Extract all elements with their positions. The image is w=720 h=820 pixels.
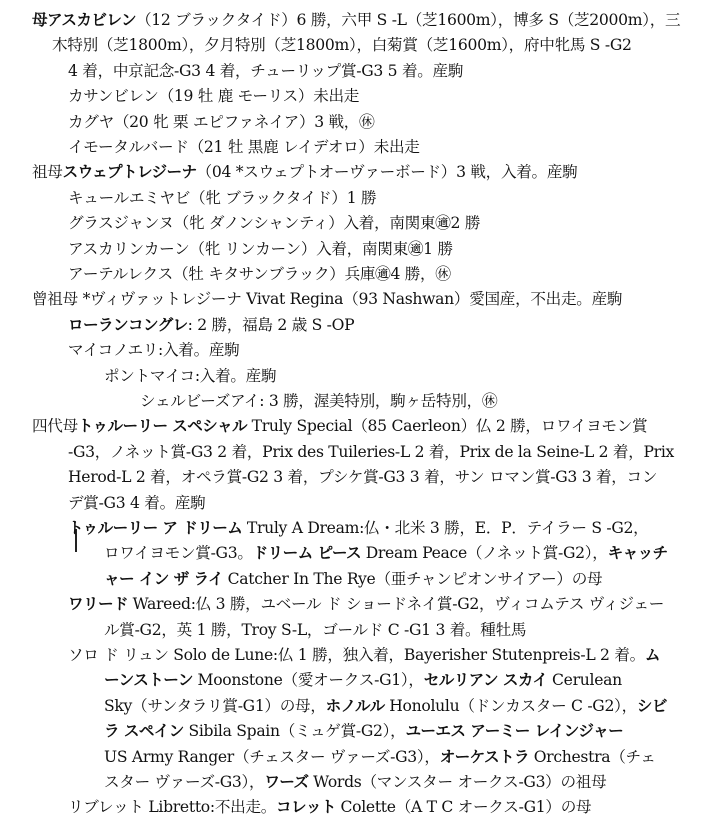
d4-line-1 xyxy=(68,795,591,820)
ggd-offspring-1-name: ローランコングレ xyxy=(68,315,188,334)
granddam-label: 祖母 xyxy=(32,163,63,182)
d3-line-6 xyxy=(104,770,606,795)
d3-offspring-4-name-a: シビ xyxy=(636,696,667,715)
d3-line-3 xyxy=(104,694,667,719)
dam-record: （12 ブラックタイド）6 勝，六甲 S -L（芝1600m），博多 S（芝2000m），三 xyxy=(135,11,681,29)
granddam-name: スウェプトレジーナ xyxy=(62,163,197,182)
great-granddam-label: 曾祖母 xyxy=(32,290,78,309)
d3-line-4 xyxy=(104,719,623,744)
d3-offspring-2-name: セルリアン スカイ xyxy=(423,671,548,690)
d3-offspring-6-record-a: Orchestra（チェ xyxy=(529,747,656,766)
fourth-dam-line-4: デ賞-G3 4 着。産駒 xyxy=(68,493,206,512)
ggd-offspring-2-record: :入着。産駒 xyxy=(158,341,240,360)
granddam-offspring-1: キュールエミヤビ（牝 ブラックタイド）1 勝 xyxy=(68,188,377,207)
ggd-offspring-4-record: : 3 勝，渥美特別，駒ヶ岳特別，㊡ xyxy=(259,392,498,410)
d3-offspring-7-record: Words（マンスター オークス-G3）の祖母 xyxy=(308,773,607,791)
d3-offspring-2-record-a: Cerulean xyxy=(547,671,622,690)
fourth-dam-line-1 xyxy=(32,414,647,439)
granddam-offspring-4: アーテルレクス（牡 キタサンブラック）兵庫㊜4 勝，㊡ xyxy=(68,265,451,283)
ggd-offspring-4 xyxy=(140,389,497,414)
ggd-offspring-2 xyxy=(68,338,239,363)
d1-name: トゥルーリー ア ドリーム xyxy=(68,519,243,537)
ggd-offspring-1-record: : 2 勝，福島 2 歳 S -OP xyxy=(187,315,355,334)
ggd-offspring-1 xyxy=(68,313,354,338)
granddam-record: （04 *スウェプトオーヴァーボード）3 戦，入着。産駒 xyxy=(196,163,578,182)
d1-grandson-name-a: キャッチ xyxy=(607,544,668,563)
great-granddam-line-1 xyxy=(32,287,622,312)
d3-line-5 xyxy=(104,745,656,770)
d2-name: ワリード xyxy=(68,595,128,614)
d3-offspring-3-record: Honolulu（ドンカスター C -G2）， xyxy=(384,696,637,715)
d3-offspring-1-record: Moonstone（愛オークス-G1）， xyxy=(192,671,424,690)
ggd-offspring-4-name: シェルビーズアイ xyxy=(140,392,260,410)
granddam-offspring-3: アスカリンカーン（牝 リンカーン）入着，南関東㊜1 勝 xyxy=(68,239,453,258)
d3-offspring-6-record-b: スター ヴァーズ-G3）， xyxy=(104,773,265,791)
d4-offspring-name: コレット xyxy=(276,798,336,817)
d3-offspring-6-name: オーケストラ xyxy=(439,747,530,766)
dam-name: アスカビレン xyxy=(47,11,136,29)
d1-record-2: ロワイヨモン賞-G3。 xyxy=(104,544,253,563)
d3-offspring-4-name-b: ラ スペイン xyxy=(104,722,184,741)
d3-line-1 xyxy=(68,643,660,668)
d1-grandson-record: Catcher In The Rye（亜チャンピオンサイアー）の母 xyxy=(222,569,603,588)
d3-offspring-2-record-b: Sky（サンタラリ賞-G1）の母， xyxy=(104,696,326,715)
dam-offspring-2: カグヤ（20 牝 栗 エピファネイア）3 戦，㊡ xyxy=(68,112,375,131)
fourth-dam-record: Truly Special（85 Caerleon）仏 2 勝，ロワイヨモン賞 xyxy=(246,417,648,436)
fourth-dam-line-3: Herod-L 2 着，オペラ賞-G2 3 着，プシケ賞-G3 3 着，サン ロマン賞-G3 3 着，コン xyxy=(68,468,658,487)
d3-offspring-7-name: ワーズ xyxy=(264,773,309,791)
dam-label: 母 xyxy=(32,11,47,29)
dam-line-2: 木特別（芝1800m），夕月特別（芝1800m），白菊賞（芝1600m），府中牝馬 S -G2 xyxy=(52,36,632,55)
ggd-offspring-3-name: ポントマイコ xyxy=(104,366,195,385)
d3-line-2 xyxy=(104,668,622,693)
d4-offspring-record: Colette（A T C オークス-G1）の母 xyxy=(335,798,592,817)
d1-line-2 xyxy=(104,541,668,566)
ggd-offspring-3-record: :入着。産駒 xyxy=(194,366,277,385)
dam-offspring-3: イモータルバード（21 牡 黒鹿 レイデオロ）未出走 xyxy=(68,138,420,156)
great-granddam-record: *ヴィヴァットレジーナ Vivat Regina（93 Nashwan）愛国産，不出走。産駒 xyxy=(82,290,623,309)
d1-daughter-name: ドリーム ピース xyxy=(252,544,362,563)
fourth-dam-label: 四代母 xyxy=(32,417,78,436)
d3-offspring-3-name: ホノルル xyxy=(325,696,385,715)
d2-line-2: ル賞-G2，英 1 勝，Troy S-L，ゴールド C -G1 3 着。種牡馬 xyxy=(104,620,527,639)
d3-offspring-1-name-a: ム xyxy=(644,646,660,664)
d2-line-1 xyxy=(68,592,664,617)
d4-record: リブレット Libretto:不出走。 xyxy=(68,798,277,817)
ggd-offspring-2-name: マイコノエリ xyxy=(68,341,159,360)
d3-offspring-1-name-b: ーンストーン xyxy=(104,671,193,690)
granddam-offspring-2: グラスジャンヌ（牝 ダノンシャンティ）入着，南関東㊜2 勝 xyxy=(68,214,481,233)
d3-offspring-5-record: US Army Ranger（チェスター ヴァーズ-G3）， xyxy=(104,747,440,766)
d1-line-3 xyxy=(104,567,602,592)
d1-daughter-record: Dream Peace（ノネット賞-G2）， xyxy=(361,544,608,563)
granddam-line-1 xyxy=(32,160,577,185)
ggd-offspring-3 xyxy=(104,364,276,389)
d1-line-1 xyxy=(68,516,648,541)
d3-record-1: ソロ ド リュン Solo de Lune:仏 1 勝，独入着，Bayerisher Stutenpreis-L 2 着。 xyxy=(68,646,645,664)
dam-offspring-1: カサンビレン（19 牡 鹿 モーリス）未出走 xyxy=(68,87,360,106)
dam-line-1 xyxy=(32,8,680,33)
d2-record-1: Wareed:仏 3 勝，ユベール ド ショードネイ賞-G2，ヴィコムテス ヴィジェー xyxy=(127,595,665,614)
dam-line-3: 4 着，中京記念-G3 4 着，チューリップ賞-G3 5 着。産駒 xyxy=(68,61,464,80)
d3-offspring-5-name: ユーエス アーミー レインジャー xyxy=(405,722,624,741)
fourth-dam-name: トゥルーリー スペシャル xyxy=(77,417,247,436)
d1-record-1: Truly A Dream:仏・北米 3 勝，E．P．テイラー S -G2， xyxy=(242,519,649,537)
d3-offspring-4-record: Sibila Spain（ミュゲ賞-G2）， xyxy=(183,722,406,741)
d1-grandson-name-b: ャー イン ザ ライ xyxy=(104,569,223,588)
fourth-dam-line-2: -G3，ノネット賞-G3 2 着，Prix des Tuileries-L 2 着，Prix de la Seine-L 2 着，Prix xyxy=(68,442,675,461)
